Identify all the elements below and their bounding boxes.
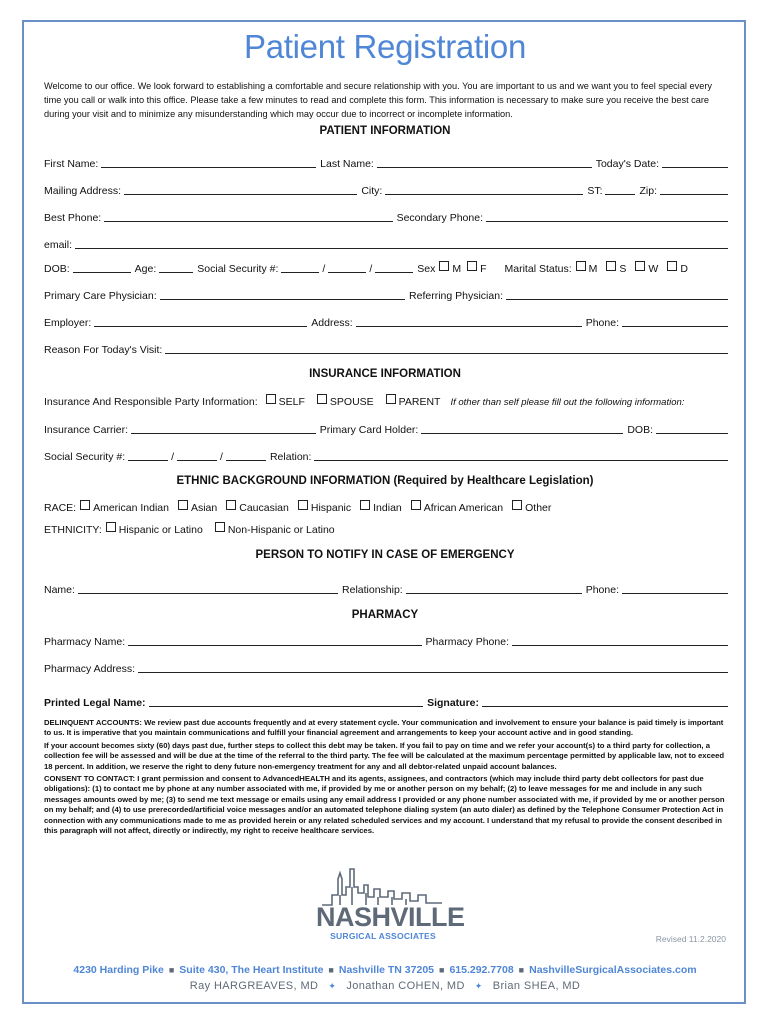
signature-label: Signature: (427, 697, 479, 709)
best-phone-field[interactable] (104, 210, 392, 222)
row-reason (44, 340, 728, 356)
parent-checkbox[interactable] (386, 394, 396, 404)
employer-phone-label: Phone: (585, 317, 619, 329)
marital-s-checkbox[interactable] (606, 261, 616, 271)
reason-label: Reason For Today's Visit: (44, 344, 163, 356)
revised-date: Revised 11.2.2020 (655, 934, 726, 944)
sex-f-checkbox[interactable] (467, 261, 477, 271)
pharmacy-name-label: Pharmacy Name: (44, 636, 126, 648)
legal-text (44, 718, 728, 838)
doctor-name: Ray HARGREAVES, MD (189, 980, 319, 992)
emergency-name-label: Name: (44, 584, 75, 596)
marital-m-checkbox[interactable] (576, 261, 586, 271)
emergency-heading: PERSON TO NOTIFY IN CASE OF EMERGENCY (255, 549, 515, 561)
spouse-checkbox[interactable] (317, 394, 327, 404)
page-title: Patient Registration (244, 28, 526, 65)
printed-name-label: Printed Legal Name: (44, 697, 146, 709)
row-email (44, 235, 728, 251)
race-caucasian-checkbox[interactable] (226, 500, 236, 510)
race-label: RACE: (44, 502, 77, 514)
zip-label: Zip: (639, 185, 657, 197)
emergency-phone-label: Phone: (585, 584, 619, 596)
insurance-ssn-part3-field[interactable] (226, 449, 266, 461)
referring-label: Referring Physician: (409, 290, 503, 302)
first-name-field[interactable] (101, 156, 316, 168)
zip-field[interactable] (660, 183, 728, 195)
ethnic-heading: ETHNIC BACKGROUND INFORMATION (Required by Healthcare Legislation) (176, 475, 594, 487)
footer-doctors (0, 980, 770, 992)
dob-label: DOB: (44, 263, 70, 275)
pharmacy-name-field[interactable] (128, 634, 421, 646)
emergency-name-field[interactable] (78, 582, 338, 594)
pharmacy-phone-field[interactable] (512, 634, 728, 646)
insurance-ssn-label: Social Security #: (44, 451, 126, 463)
row-pharmacy-address (44, 659, 728, 675)
logo-wordmark: NASHVILLE (316, 902, 465, 932)
city-field[interactable] (385, 183, 583, 195)
row-dob: DOB: Age: Social Security #: / / Sex M F Marital Status: M S W D (44, 263, 688, 275)
todays-date-label: Today's Date: (595, 158, 660, 170)
relation-label: Relation: (269, 451, 312, 463)
marital-w-checkbox[interactable] (635, 261, 645, 271)
doctor-name: Brian SHEA, MD (492, 980, 581, 992)
secondary-phone-label: Secondary Phone: (396, 212, 483, 224)
ethnicity-non-hispanic-checkbox[interactable] (215, 522, 225, 532)
responsible-note: If other than self please fill out the following information: (450, 397, 685, 408)
pharmacy-phone-label: Pharmacy Phone: (425, 636, 509, 648)
row-names (44, 154, 728, 170)
delinquent-accounts-text: DELINQUENT ACCOUNTS: We review past due accounts frequently and at every statement cycle. Your communication and involvement to ensure your balance is paid timely is important to us. It is imperative that you maintain communications and fulfill your financial agreement and arrangements to keep your account active and in good standing. (44, 718, 724, 738)
referring-field[interactable] (506, 288, 728, 300)
marital-status-label: Marital Status: (504, 263, 572, 275)
row-insurance-ssn: Social Security #: / / Relation: (44, 447, 728, 463)
pharmacy-address-label: Pharmacy Address: (44, 663, 136, 675)
last-name-label: Last Name: (320, 158, 374, 170)
secondary-phone-field[interactable] (486, 210, 728, 222)
emergency-phone-field[interactable] (622, 582, 728, 594)
signature-field[interactable] (482, 695, 728, 707)
employer-address-field[interactable] (356, 315, 582, 327)
self-checkbox[interactable] (266, 394, 276, 404)
mailing-address-field[interactable] (124, 183, 357, 195)
footer-contact (0, 964, 770, 976)
pcp-label: Primary Care Physician: (44, 290, 157, 302)
city-label: City: (361, 185, 383, 197)
first-name-label: First Name: (44, 158, 99, 170)
race-african-american-checkbox[interactable] (411, 500, 421, 510)
square-bullet-icon: ■ (168, 965, 175, 975)
ethnicity-label: ETHNICITY: (44, 524, 102, 536)
employer-label: Employer: (44, 317, 92, 329)
ssn-part2-field[interactable] (328, 261, 366, 273)
row-race: RACE: American Indian Asian Caucasian Hispanic Indian African American Other (44, 502, 552, 514)
race-asian-checkbox[interactable] (178, 500, 188, 510)
dob-field[interactable] (73, 261, 131, 273)
card-holder-label: Primary Card Holder: (319, 424, 419, 436)
carrier-field[interactable] (131, 422, 316, 434)
intro-text: Welcome to our office. We look forward to establishing a comfortable and secure relationship with you. You are important to us and we want you to feel special every time you call or walk into this office. Please take a few minutes to read and complete this form. This information is necessary to make sure you receive the best care during your visit and to minimize any misunderstanding which may occur due to incorrect or incomplete information. (44, 81, 712, 119)
pcp-field[interactable] (160, 288, 405, 300)
pharmacy-address-field[interactable] (138, 661, 728, 673)
row-physicians (44, 286, 728, 302)
best-phone-label: Best Phone: (44, 212, 102, 224)
race-hispanic-checkbox[interactable] (298, 500, 308, 510)
mailing-address-label: Mailing Address: (44, 185, 122, 197)
todays-date-field[interactable] (662, 156, 728, 168)
insurance-heading: INSURANCE INFORMATION (309, 368, 461, 380)
last-name-field[interactable] (377, 156, 592, 168)
footer-phone: 615.292.7708 (449, 964, 514, 976)
race-other-checkbox[interactable] (512, 500, 522, 510)
doctor-name: Jonathan COHEN, MD (346, 980, 465, 992)
row-ethnicity: ETHNICITY: Hispanic or Latino Non-Hispanic or Latino (44, 524, 335, 536)
email-label: email: (44, 239, 73, 251)
ssn-part3-field[interactable] (375, 261, 413, 273)
footer-city: Nashville TN 37205 (338, 964, 434, 976)
marital-d-checkbox[interactable] (667, 261, 677, 271)
ethnicity-hispanic-checkbox[interactable] (106, 522, 116, 532)
row-carrier (44, 420, 728, 436)
diamond-bullet-icon: ✦ (474, 981, 483, 991)
consent-to-contact-text: CONSENT TO CONTACT: I grant permission and consent to AdvancedHEALTH and its agents, assignees, and contractors (which may include third party debt collectors for past due obligations): (1) to contact me by phone at any number associated with me, if provided by me or another person on my behalf; (2) to leave messages for me and include in any such messages amounts owed by me; (3) to send me text message or emails using any email address I provided or any phone number associated with me, if provided by me or another person on my behalf; and (4) to use prerecorded/artificial voice messages and/or an automated telephone dialing system (an auto dialer) as defined by the Telephone Consumer Protection Act in connection with any communications made to me as provided herein or any related scheduled services and my account. I understand that my refusal to provide the consent described in this paragraph will not affect, directly or indirectly, my right to receive healthcare services. (44, 774, 725, 836)
row-pharmacy (44, 632, 728, 648)
sex-label: Sex (417, 263, 436, 275)
row-emergency (44, 580, 728, 596)
pharmacy-heading: PHARMACY (351, 609, 419, 621)
card-holder-field[interactable] (421, 422, 623, 434)
ssn-part1-field[interactable] (281, 261, 319, 273)
insurance-ssn-part2-field[interactable] (177, 449, 217, 461)
race-indian-checkbox[interactable] (360, 500, 370, 510)
insurance-ssn-part1-field[interactable] (128, 449, 168, 461)
reason-field[interactable] (165, 342, 728, 354)
employer-phone-field[interactable] (622, 315, 728, 327)
logo-subtitle: SURGICAL ASSOCIATES (330, 931, 436, 941)
footer-website: NashvilleSurgicalAssociates.com (529, 964, 697, 976)
patient-info-heading: PATIENT INFORMATION (319, 125, 451, 137)
ssn-label: Social Security #: (197, 263, 279, 275)
employer-field[interactable] (94, 315, 307, 327)
row-phones (44, 208, 728, 224)
relation-field[interactable] (314, 449, 728, 461)
footer-suite: Suite 430, The Heart Institute (179, 964, 324, 976)
row-signature (44, 693, 728, 709)
employer-address-label: Address: (311, 317, 353, 329)
footer-address: 4230 Harding Pike (73, 964, 164, 976)
insurance-dob-label: DOB: (627, 424, 653, 436)
email-field[interactable] (75, 237, 728, 249)
emergency-relationship-field[interactable] (406, 582, 582, 594)
responsible-label: Insurance And Responsible Party Information: (44, 396, 258, 408)
emergency-relationship-label: Relationship: (342, 584, 403, 596)
carrier-label: Insurance Carrier: (44, 424, 129, 436)
state-field[interactable] (605, 183, 635, 195)
past-due-text: If your account becomes sixty (60) days past due, further steps to collect this debt may be taken. If you fail to pay on time and we refer your account(s) to a third party for collection, a collection fee will be assessed and will be due at the time of the referral to the third party. The fee will be calculated at the maximum percentage permitted by applicable law, not to exceed 18 percent. In addition, we reserve the right to deny future non-emergency treatment for any and all debtor-related unpaid account balances. (44, 740, 725, 771)
insurance-dob-field[interactable] (656, 422, 728, 434)
age-label: Age: (134, 263, 157, 275)
square-bullet-icon: ■ (518, 965, 525, 975)
diamond-bullet-icon: ✦ (328, 981, 337, 991)
state-label: ST: (587, 185, 603, 197)
printed-name-field[interactable] (149, 695, 424, 707)
row-mailing (44, 181, 728, 197)
square-bullet-icon: ■ (439, 965, 445, 975)
race-american-indian-checkbox[interactable] (80, 500, 90, 510)
square-bullet-icon: ■ (328, 965, 334, 975)
row-responsible: Insurance And Responsible Party Information: SELF SPOUSE PARENT If other than self please fill out the following information: (44, 396, 685, 408)
row-employer (44, 313, 728, 329)
sex-m-checkbox[interactable] (439, 261, 449, 271)
age-field[interactable] (159, 261, 193, 273)
